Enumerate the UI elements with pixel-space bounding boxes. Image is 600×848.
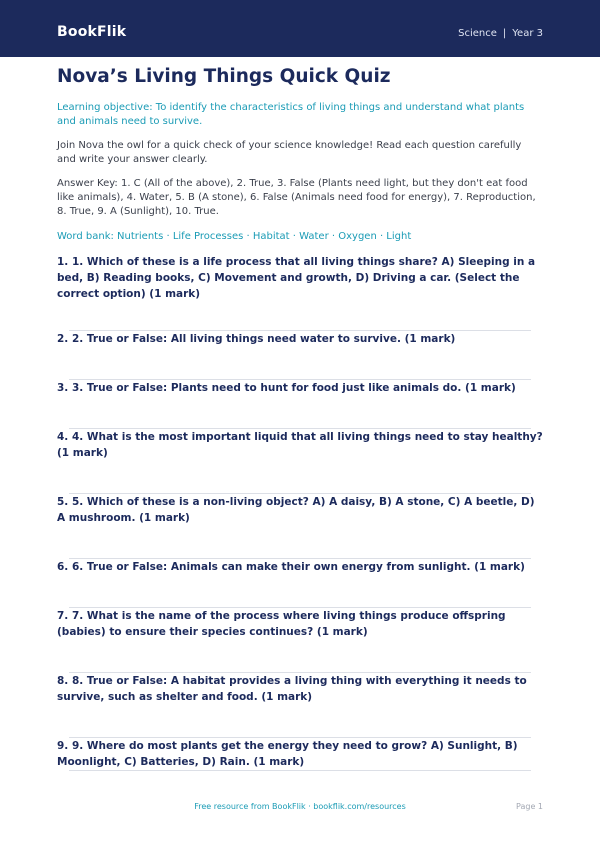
meta-separator: |: [502, 28, 507, 39]
page-number: Page 1: [516, 802, 543, 811]
question-7: 7. 7. What is the name of the process where living things produce offspring (babies) to ensure their species continues? (1 mark): [57, 610, 506, 638]
question-6: 6. 6. True or False: Animals can make their own energy from sunlight. (1 mark): [57, 561, 525, 573]
question-9: 9. 9. Where do most plants get the energy they need to grow? A) Sunlight, B) Moonlight, C) Batteries, D) Rain. (1 mark): [57, 740, 518, 768]
question-list: [57, 254, 543, 770]
brand-logo[interactable]: BookFlik: [57, 24, 127, 40]
subject-label: Science: [458, 28, 497, 39]
word-bank: Word bank: Nutrients · Life Processes · Habitat · Water · Oxygen · Light: [57, 231, 412, 242]
footer-link[interactable]: Free resource from BookFlik · bookflik.com/resources: [194, 802, 406, 811]
year-label: Year 3: [512, 28, 543, 39]
learning-objective: Learning objective: To identify the characteristics of living things and understand what plants and animals need to survive.: [57, 102, 525, 127]
question-4: 4. 4. What is the most important liquid that all living things need to stay healthy? (1 mark): [57, 431, 543, 459]
footer-divider: [69, 770, 531, 771]
question-2: 2. 2. True or False: All living things need water to survive. (1 mark): [57, 333, 456, 345]
question-3: 3. 3. True or False: Plants need to hunt for food just like animals do. (1 mark): [57, 382, 516, 394]
worksheet-intro: [57, 66, 543, 244]
intro-text: Join Nova the owl for a quick check of your science knowledge! Read each question carefully and write your answer clearly.: [57, 140, 522, 165]
page-header: [0, 0, 600, 57]
question-8: 8. 8. True or False: A habitat provides a living thing with everything it needs to survive, such as shelter and food. (1 mark): [57, 675, 527, 703]
header-meta: [458, 28, 543, 39]
page-title: Nova’s Living Things Quick Quiz: [57, 66, 391, 87]
answer-key: Answer Key: 1. C (All of the above), 2. True, 3. False (Plants need light, but they don't eat food like animals), 4. Water, 5. B (A stone), 6. False (Animals need food for energy), 7. Reproduction, 8. True, 9. A (Sunlight), 10. True.: [57, 178, 536, 217]
question-1: 1. 1. Which of these is a life process that all living things share? A) Sleeping in a bed, B) Reading books, C) Movement and growth, D) Driving a car. (Select the correct option) (1 mark): [57, 256, 536, 300]
question-5: 5. 5. Which of these is a non-living object? A) A daisy, B) A stone, C) A beetle, D) A mushroom. (1 mark): [57, 496, 535, 524]
